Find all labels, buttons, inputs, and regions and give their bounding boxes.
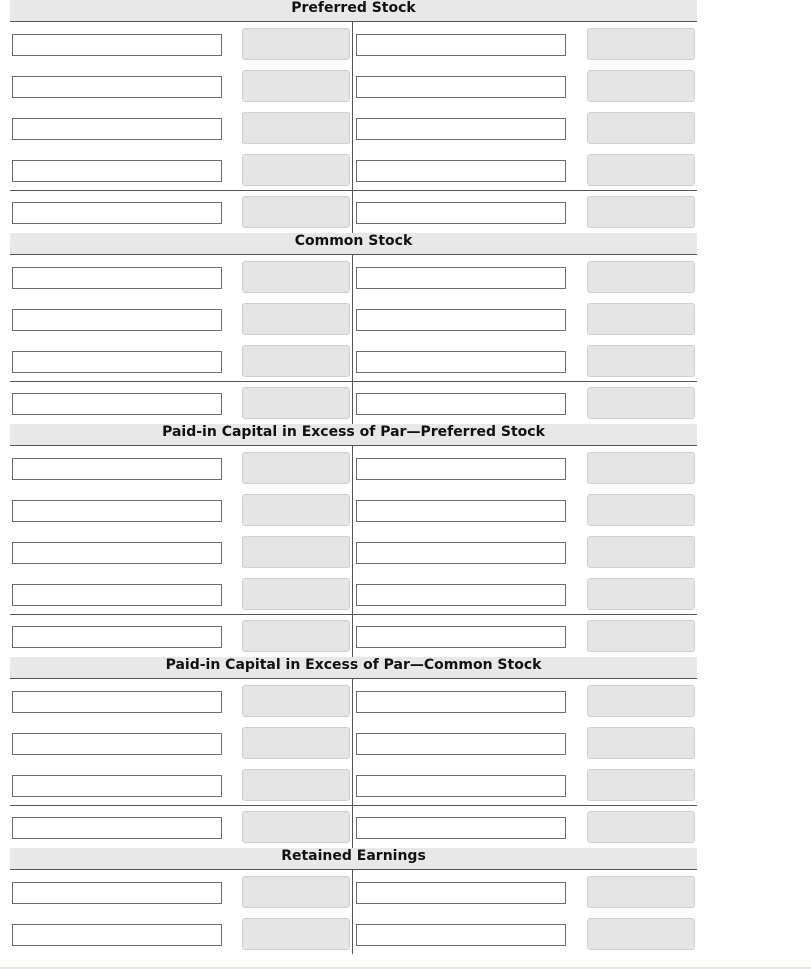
debit-amount-input[interactable]: [242, 620, 350, 652]
credit-label-input[interactable]: [356, 34, 566, 56]
debit-amount-input[interactable]: [242, 345, 350, 377]
debit-amount-input[interactable]: [242, 536, 350, 568]
credit-amount-input[interactable]: [587, 685, 695, 717]
t-account-retained-earnings: [10, 848, 697, 954]
debit-label-input[interactable]: [12, 458, 222, 480]
credit-label-input[interactable]: [356, 160, 566, 182]
debit-label-input[interactable]: [12, 118, 222, 140]
debit-label-input[interactable]: [12, 584, 222, 606]
t-account-body: [10, 446, 697, 657]
credit-label-input[interactable]: [356, 733, 566, 755]
credit-label-input[interactable]: [356, 76, 566, 98]
debit-label-input[interactable]: [12, 76, 222, 98]
credit-amount-input[interactable]: [587, 452, 695, 484]
entry-row: [10, 870, 697, 912]
debit-amount-input[interactable]: [242, 303, 350, 335]
debit-amount-input[interactable]: [242, 727, 350, 759]
debit-label-input[interactable]: [12, 626, 222, 648]
credit-label-input[interactable]: [356, 924, 566, 946]
entry-row: [10, 446, 697, 488]
credit-label-input[interactable]: [356, 202, 566, 224]
debit-label-input[interactable]: [12, 691, 222, 713]
credit-amount-input[interactable]: [587, 387, 695, 419]
debit-amount-input[interactable]: [242, 196, 350, 228]
entry-row: [10, 106, 697, 148]
credit-amount-input[interactable]: [587, 876, 695, 908]
debit-label-input[interactable]: [12, 160, 222, 182]
credit-amount-input[interactable]: [587, 811, 695, 843]
entry-row: [10, 721, 697, 763]
credit-label-input[interactable]: [356, 775, 566, 797]
debit-label-input[interactable]: [12, 351, 222, 373]
debit-amount-input[interactable]: [242, 112, 350, 144]
account-title: Paid-in Capital in Excess of Par—Common Stock: [10, 657, 697, 679]
credit-amount-input[interactable]: [587, 918, 695, 950]
t-account-common-stock: [10, 233, 697, 424]
credit-label-input[interactable]: [356, 309, 566, 331]
debit-label-input[interactable]: [12, 817, 222, 839]
credit-amount-input[interactable]: [587, 769, 695, 801]
t-account-body: [10, 22, 697, 233]
debit-amount-input[interactable]: [242, 70, 350, 102]
entry-row: [10, 763, 697, 805]
account-title: Common Stock: [10, 233, 697, 255]
credit-label-input[interactable]: [356, 626, 566, 648]
debit-label-input[interactable]: [12, 775, 222, 797]
t-account-paid-in-capital-in-excess-of-par-common-stock: [10, 657, 697, 848]
debit-amount-input[interactable]: [242, 28, 350, 60]
entry-row: [10, 679, 697, 721]
debit-amount-input[interactable]: [242, 154, 350, 186]
account-title: Retained Earnings: [10, 848, 697, 870]
debit-label-input[interactable]: [12, 267, 222, 289]
credit-amount-input[interactable]: [587, 536, 695, 568]
credit-amount-input[interactable]: [587, 727, 695, 759]
credit-label-input[interactable]: [356, 817, 566, 839]
credit-label-input[interactable]: [356, 691, 566, 713]
debit-amount-input[interactable]: [242, 685, 350, 717]
debit-amount-input[interactable]: [242, 811, 350, 843]
credit-amount-input[interactable]: [587, 70, 695, 102]
debit-label-input[interactable]: [12, 500, 222, 522]
debit-label-input[interactable]: [12, 34, 222, 56]
credit-label-input[interactable]: [356, 351, 566, 373]
debit-amount-input[interactable]: [242, 918, 350, 950]
entry-row: [10, 488, 697, 530]
debit-label-input[interactable]: [12, 309, 222, 331]
debit-label-input[interactable]: [12, 202, 222, 224]
total-row: [10, 614, 697, 657]
total-row: [10, 805, 697, 848]
credit-label-input[interactable]: [356, 267, 566, 289]
entry-row: [10, 64, 697, 106]
debit-amount-input[interactable]: [242, 452, 350, 484]
total-row: [10, 381, 697, 424]
credit-amount-input[interactable]: [587, 578, 695, 610]
debit-label-input[interactable]: [12, 393, 222, 415]
debit-amount-input[interactable]: [242, 769, 350, 801]
account-title: Paid-in Capital in Excess of Par—Preferred Stock: [10, 424, 697, 446]
entry-row: [10, 912, 697, 954]
entry-row: [10, 148, 697, 190]
debit-label-input[interactable]: [12, 733, 222, 755]
account-title: Preferred Stock: [10, 0, 697, 22]
credit-label-input[interactable]: [356, 458, 566, 480]
entry-row: [10, 530, 697, 572]
credit-label-input[interactable]: [356, 500, 566, 522]
debit-label-input[interactable]: [12, 882, 222, 904]
credit-amount-input[interactable]: [587, 620, 695, 652]
total-row: [10, 190, 697, 233]
t-account-paid-in-capital-in-excess-of-par-preferred-stock: [10, 424, 697, 657]
credit-amount-input[interactable]: [587, 494, 695, 526]
credit-amount-input[interactable]: [587, 196, 695, 228]
credit-amount-input[interactable]: [587, 28, 695, 60]
entry-row: [10, 339, 697, 381]
t-account-body: [10, 255, 697, 424]
debit-label-input[interactable]: [12, 924, 222, 946]
credit-label-input[interactable]: [356, 584, 566, 606]
debit-label-input[interactable]: [12, 542, 222, 564]
entry-row: [10, 572, 697, 614]
t-account-preferred-stock: [10, 0, 697, 233]
entry-row: [10, 297, 697, 339]
credit-label-input[interactable]: [356, 118, 566, 140]
credit-label-input[interactable]: [356, 882, 566, 904]
entry-row: [10, 22, 697, 64]
credit-amount-input[interactable]: [587, 112, 695, 144]
credit-label-input[interactable]: [356, 393, 566, 415]
entry-row: [10, 255, 697, 297]
debit-amount-input[interactable]: [242, 494, 350, 526]
debit-amount-input[interactable]: [242, 578, 350, 610]
t-account-body: [10, 870, 697, 954]
debit-amount-input[interactable]: [242, 876, 350, 908]
debit-amount-input[interactable]: [242, 387, 350, 419]
credit-amount-input[interactable]: [587, 261, 695, 293]
debit-amount-input[interactable]: [242, 261, 350, 293]
t-account-ledger: [10, 0, 697, 954]
credit-amount-input[interactable]: [587, 303, 695, 335]
credit-label-input[interactable]: [356, 542, 566, 564]
credit-amount-input[interactable]: [587, 154, 695, 186]
credit-amount-input[interactable]: [587, 345, 695, 377]
t-account-body: [10, 679, 697, 848]
